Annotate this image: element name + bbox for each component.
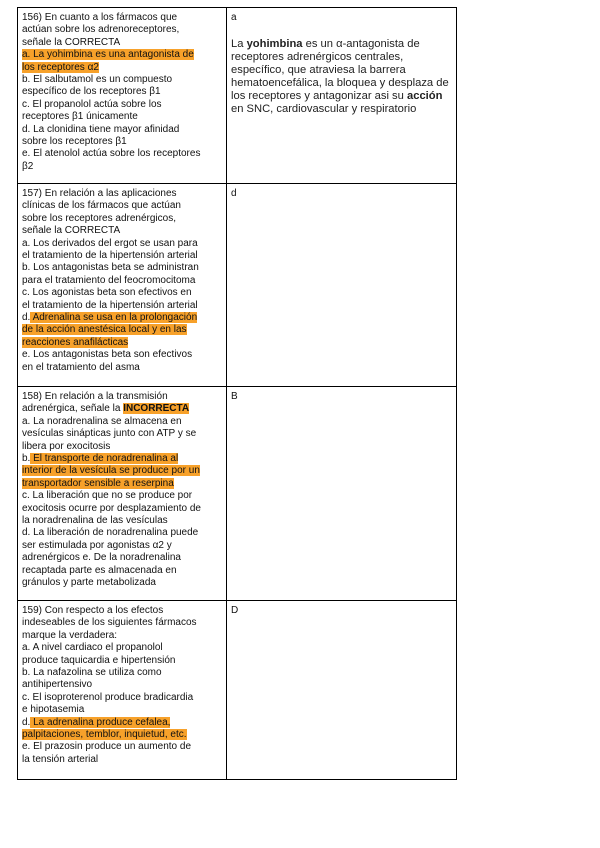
explanation-bold: acción: [407, 90, 443, 102]
option-d-highlighted: reacciones anafilácticas: [22, 336, 129, 348]
option-a: produce taquicardia e hipertensión: [22, 654, 176, 666]
question-stem-line: señale la CORRECTA: [22, 225, 121, 237]
option-c: la noradrenalina de las vesículas: [22, 515, 168, 527]
option-a-highlighted: los receptores α2: [22, 61, 99, 73]
answer-cell: [227, 8, 457, 184]
option-c: e hipotasemia: [22, 704, 85, 716]
option-e: e. Los antagonistas beta son efectivos: [22, 349, 193, 361]
option-b: específico de los receptores β1: [22, 86, 161, 98]
option-a: vesículas sinápticas junto con ATP y se: [22, 428, 197, 440]
question-cell: [18, 601, 227, 780]
answer-letter: D: [231, 605, 239, 616]
option-d-highlighted: Adrenalina se usa en la prolongación: [30, 312, 198, 324]
question-stem-line: señale la CORRECTA: [22, 36, 121, 48]
question-stem-line: 157) En relación a las aplicaciones: [22, 188, 177, 199]
option-d-prefix: d.: [22, 716, 31, 728]
question-stem-line: marque la verdadera:: [22, 629, 118, 641]
explanation-text: La: [231, 38, 247, 50]
option-d-highlighted: La adrenalina produce cefalea,: [30, 716, 171, 728]
option-b: antihipertensivo: [22, 679, 93, 691]
option-c: c. El isoproterenol produce bradicardia: [22, 691, 194, 703]
explanation-text: es un α-antagonista de receptores adrenérgicos centrales, específico, que atraviesa la barrera hematoencefálica, la bloquea y desplaza de los receptores y antagonizar asi su: [231, 38, 449, 102]
option-d-highlighted: palpitaciones, temblor, inquietud, etc.: [22, 729, 187, 741]
question-row-157: [18, 184, 457, 387]
option-d-prefix: d.: [22, 312, 31, 324]
option-d: gránulos y parte metabolizada: [22, 577, 156, 589]
option-d: d. La liberación de noradrenalina puede: [22, 527, 199, 539]
question-stem-line: 158) En relación a la transmisión: [22, 391, 168, 402]
answer-letter: B: [231, 391, 238, 402]
option-c: c. El propanolol actúa sobre los: [22, 98, 162, 110]
option-d: ser estimulada por agonistas α2 y: [22, 539, 172, 551]
option-e: e. El prazosin produce un aumento de: [22, 741, 191, 753]
explanation-bold: yohimbina: [246, 38, 303, 50]
option-b-highlighted: interior de la vesícula se produce por un: [22, 465, 200, 477]
answer-cell: [227, 387, 457, 601]
option-e: e. El atenolol actúa sobre los receptores: [22, 148, 201, 160]
option-e: la tensión arterial: [22, 753, 99, 765]
question-stem-line: actúan sobre los adrenoreceptores,: [22, 24, 180, 36]
question-row-158: [18, 387, 457, 601]
option-a: a. A nivel cardiaco el propanolol: [22, 642, 163, 654]
option-b: b. La nafazolina se utiliza como: [22, 667, 162, 679]
option-c: c. Los agonistas beta son efectivos en: [22, 287, 192, 299]
question-row-156: [18, 8, 457, 184]
option-c: c. La liberación que no se produce por: [22, 490, 193, 502]
option-c: el tratamiento de la hipertensión arterial: [22, 299, 198, 311]
option-a: libera por exocitosis: [22, 440, 111, 452]
option-b-highlighted: transportador sensible a reserpina: [22, 477, 174, 489]
question-table: [17, 7, 457, 780]
answer-cell: [227, 184, 457, 387]
option-a: a. Los derivados del ergot se usan para: [22, 237, 198, 249]
option-b-highlighted: El transporte de noradrenalina al: [30, 453, 179, 465]
option-a: el tratamiento de la hipertensión arterial: [22, 250, 198, 262]
question-stem-line: clínicas de los fármacos que actúan: [22, 200, 181, 212]
question-cell: [18, 184, 227, 387]
answer-letter: a: [231, 12, 237, 23]
question-stem-line: 156) En cuanto a los fármacos que: [22, 12, 178, 23]
question-cell: [18, 8, 227, 184]
question-stem-line: sobre los receptores adrenérgicos,: [22, 212, 176, 224]
option-c: receptores β1 únicamente: [22, 111, 138, 123]
option-d: sobre los receptores β1: [22, 136, 127, 148]
option-b: b. El salbutamol es un compuesto: [22, 74, 173, 86]
option-b: para el tratamiento del feocromocitoma: [22, 274, 196, 286]
answer-explanation: [231, 38, 452, 116]
answer-letter: d: [231, 188, 237, 199]
option-c: exocitosis ocurre por desplazamiento de: [22, 502, 201, 514]
question-stem-line: adrenérgica, señale la: [22, 403, 124, 415]
option-a-highlighted: a. La yohimbina es una antagonista de: [22, 49, 194, 61]
question-stem-line: 159) Con respecto a los efectos: [22, 605, 164, 616]
option-b-prefix: b.: [22, 453, 31, 465]
question-stem-line: indeseables de los siguientes fármacos: [22, 617, 197, 629]
option-d: adrenérgicos e. De la noradrenalina: [22, 552, 181, 564]
question-row-159: [18, 601, 457, 780]
answer-cell: [227, 601, 457, 780]
explanation-text: en SNC, cardiovascular y respiratorio: [231, 103, 417, 115]
option-b: b. Los antagonistas beta se administran: [22, 262, 199, 274]
stem-emphasis: INCORRECTA: [123, 403, 190, 415]
option-d-highlighted: de la acción anestésica local y en las: [22, 324, 187, 336]
option-e: β2: [22, 160, 34, 172]
option-d: d. La clonidina tiene mayor afinidad: [22, 123, 180, 135]
option-a: a. La noradrenalina se almacena en: [22, 415, 182, 427]
option-d: recaptada parte es almacenada en: [22, 564, 177, 576]
question-cell: [18, 387, 227, 601]
option-e: en el tratamiento del asma: [22, 361, 140, 373]
